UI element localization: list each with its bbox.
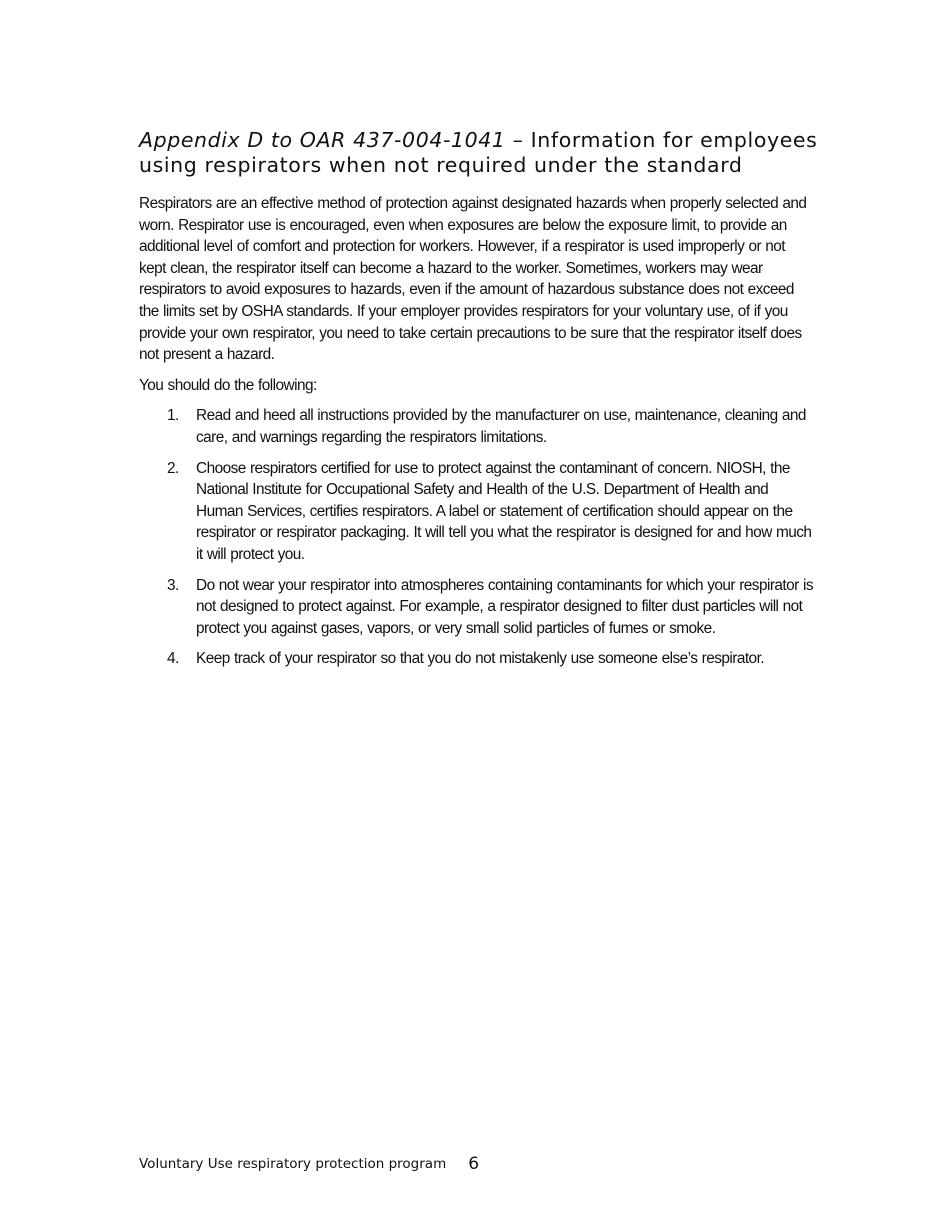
appendix-heading-italic: Appendix D to OAR 437-004-1041	[139, 128, 506, 152]
list-item	[167, 575, 815, 640]
list-item-number: 1.	[167, 407, 179, 425]
list-item	[167, 405, 815, 448]
steps-list	[139, 405, 815, 670]
list-item-text: Choose respirators certified for use to protect against the contaminant of concern. NIOSH, the National Institute for Occupational Safety and Health of the U.S. Department of Health and Human Services, certifies respirators. A label or statement of certification should appear on the respirator or respirator packaging. It will tell you what the respirator is designed for and how much it will protect you.	[196, 459, 812, 563]
appendix-heading	[139, 128, 819, 178]
list-item-number: 3.	[167, 576, 179, 594]
intro-paragraph: Respirators are an effective method of protection against designated hazards when properly selected and worn. Respirator use is encouraged, even when exposures are below the exposure limit, to provide an additional level of comfort and protection for workers. However, if a respirator is used improperly or not kept clean, the respirator itself can become a hazard to the worker. Sometimes, workers may wear respirators to avoid exposures to hazards, even if the amount of hazardous substance does not exceed the limits set by OSHA standards. If your employer provides respirators for your voluntary use, of if you provide your own respirator, you need to take certain precautions to be sure that the respirator itself does not present a hazard.	[139, 195, 807, 364]
list-item-number: 2.	[167, 459, 179, 477]
footer-title: Voluntary Use respiratory protection program	[139, 1156, 447, 1172]
body-text	[139, 193, 815, 679]
appendix-heading-title: – Information for employees using respirators when not required under the standard	[139, 128, 818, 177]
list-item-text: Keep track of your respirator so that you do not mistakenly use someone else’s respirator.	[196, 650, 765, 668]
list-item-text: Do not wear your respirator into atmospheres containing contaminants for which your respirator is not designed to protect against. For example, a respirator designed to filter dust particles will not protect you against gases, vapors, or very small solid particles of fumes or smoke.	[196, 576, 813, 637]
page-number: 6	[468, 1154, 480, 1174]
follow-label: You should do the following:	[139, 376, 317, 394]
page-footer	[139, 1152, 479, 1176]
list-item	[167, 458, 815, 566]
list-item-text: Read and heed all instructions provided by the manufacturer on use, maintenance, cleaning and care, and warnings regarding the respirators limitations.	[196, 407, 806, 446]
list-item-number: 4.	[167, 650, 179, 668]
list-item	[167, 648, 815, 670]
